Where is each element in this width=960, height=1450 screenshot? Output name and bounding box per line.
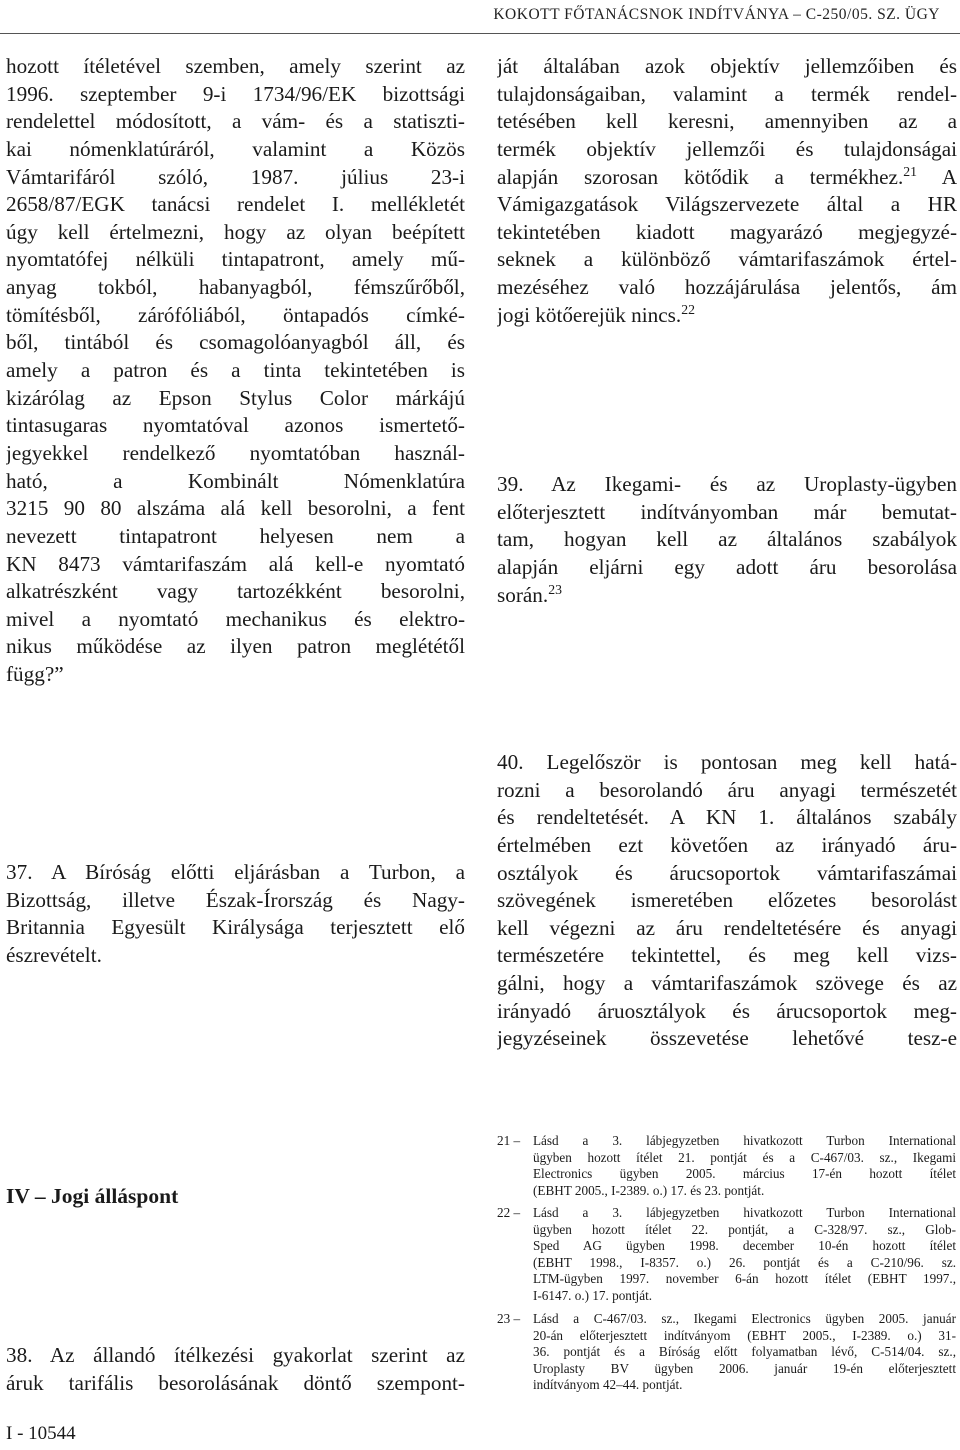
header-divider	[0, 33, 960, 34]
footnote-line: ügyben hozott ítélet 21. pontját és a C-467/03. sz., Ikegami	[533, 1149, 956, 1165]
text-line: Britannia Egyesült Királysága terjesztett elő	[6, 915, 465, 940]
footnote-line: ügyben hozott ítélet 22. pontját, a C-328/97. sz., Glob-	[533, 1221, 956, 1237]
text-line: nyomtatófej nélküli tintapatront, amely mű-	[6, 247, 465, 272]
text-line: 40. Legelőször is pontosan meg kell hatá-	[497, 750, 957, 774]
text-line: észrevételt.	[6, 942, 102, 967]
text-line: Vámtarifáról szóló, 1987. július 23-i	[6, 164, 465, 189]
text-line: anyag tokból, habanyagból, fémszűrőből,	[6, 275, 465, 300]
text-line: ható, a Kombinált Nómenklatúra	[6, 468, 465, 493]
text-line: 3215 90 80 alszáma alá kell besorolni, a fent	[6, 496, 465, 521]
footnote-line: Electronics ügyben 2005. március 17-én hozott ítélet	[533, 1166, 956, 1182]
text-line: 39. Az Ikegami- és az Uroplasty-ügyben	[497, 472, 957, 496]
footnote-22	[497, 1205, 956, 1307]
text-line: rendelettel módosított, a vám- és a statiszti-	[6, 109, 465, 134]
text-line: tulajdonságaiban, valamint a termék rendel-	[497, 81, 957, 106]
text-line: értelmében ezt követően az irányadó áru-	[497, 832, 957, 857]
text-line: során.$^{23}$	[497, 581, 562, 607]
paragraph-39	[497, 471, 957, 609]
text-line: jegyzéseinek összevetése lehetővé tesz-e	[497, 1026, 957, 1051]
footnote-line: (EBHT 2005., I-2389. o.) 17. és 23. pontját.	[533, 1182, 765, 1198]
text-line: kizárólag az Epson Stylus Color márkájú	[6, 385, 465, 410]
text-line: és rendeltetését. A KN 1. általános szabály	[497, 805, 957, 830]
text-line: kell végezni az áru rendeltetésére és anyagi	[497, 915, 957, 940]
text-line: 37. A Bíróság előtti eljárásban a Turbon, a	[6, 860, 465, 884]
footnote-line: indítványom 42–44. pontját.	[533, 1377, 683, 1393]
paragraph-38	[6, 1342, 465, 1397]
text-line: irányadó áruosztályok és árucsoportok meg-	[497, 998, 957, 1023]
text-line: tetésében kell keresni, amennyiben az a	[497, 109, 957, 134]
footnote-21	[497, 1133, 956, 1201]
footnote-ref-23[interactable]: 23	[548, 581, 562, 597]
text-line: alapján szorosan kötődik a termékhez.$^{21}$ A	[497, 163, 957, 189]
text-line: úgy kell értelmezni, hogy az olyan beépített	[6, 219, 465, 244]
text-line: nikus működése az ilyen patron meglététől	[6, 634, 465, 659]
footnote-line: LTM-ügyben 1997. november 6-án hozott ítélet (EBHT 1997.,	[533, 1271, 956, 1287]
footnote-number: 22 –	[497, 1205, 521, 1220]
text-line: előterjesztett indítványomban már bemutat-	[497, 499, 957, 524]
text-line: tam, hogyan kell az általános szabályok	[497, 527, 957, 552]
text-line: mezéséhez való hozzájárulása jelentős, ám	[497, 275, 957, 300]
text-line: KN 8473 vámtarifaszám alá kell-e nyomtató	[6, 551, 465, 576]
footnote-23	[497, 1311, 956, 1396]
footnote-line: Lásd a 3. lábjegyzetben hivatkozott Turbon International	[533, 1133, 956, 1148]
footnote-line: Lásd a C-467/03. sz., Ikegami Electronics ügyben 2005. január	[533, 1311, 956, 1326]
text-line: tömítésből, zárófóliából, öntapadós címké-	[6, 302, 465, 327]
text-line: hozott ítéletével szemben, amely szerint az	[6, 54, 465, 78]
running-header: KOKOTT FŐTANÁCSNOK INDÍTVÁNYA – C-250/05. SZ. ÜGY	[493, 6, 940, 23]
footnote-line: 20-án előterjesztett indítványom (EBHT 2005., I-2389. o.) 31-	[533, 1327, 956, 1343]
paragraph-37	[6, 859, 465, 970]
footnote-ref-21[interactable]: 21	[903, 163, 918, 179]
footnote-line: 36. pontját és a Bíróság előtt folyamatban lévő, C-514/04. sz.,	[533, 1344, 956, 1360]
right-paragraph-continuation	[497, 53, 957, 329]
text-line: 2658/87/EGK tanácsi rendelet I. mellékletét	[6, 192, 465, 217]
text-line: termék objektív jellemzői és tulajdonságai	[497, 136, 957, 161]
footnote-line: (EBHT 1998., I-8357. o.) 26. pontját és a C-210/96. sz.	[533, 1254, 956, 1270]
text-line: gálni, hogy a vámtarifaszámok szövege és az	[497, 971, 957, 996]
text-line: mivel a nyomtató mechanikus és elektro-	[6, 606, 465, 631]
footnote-line: Sped AG ügyben 1998. december 10-én hozott ítélet	[533, 1238, 956, 1254]
text-line: rozni a besorolandó áru anyagi természetét	[497, 777, 957, 802]
page-number: I - 10544	[6, 1423, 76, 1444]
text-line: Bizottság, illetve Észak-Írország és Nagy-	[6, 887, 465, 912]
text-line: 1996. szeptember 9-i 1734/96/EK bizottsági	[6, 81, 465, 106]
text-line: tekintetében kiadott magyarázó megjegyzé-	[497, 219, 957, 244]
footnote-number: 21 –	[497, 1133, 521, 1148]
text-line: ből, tintából és csomagolóanyagból áll, és	[6, 330, 465, 355]
footnote-line: Uroplasty BV ügyben 2006. január 19-én előterjesztett	[533, 1360, 956, 1376]
text-line: függ?”	[6, 662, 64, 687]
text-line: ját általában azok objektív jellemzőiben és	[497, 54, 957, 78]
text-line: jogi kötőerejük nincs.$^{22}$	[497, 301, 695, 327]
footnote-line: I-6147. o.) 17. pontját.	[533, 1287, 653, 1303]
text-line: seknek a különböző vámtarifaszámok értel-	[497, 247, 957, 272]
text-line: alkatrészként vagy tartozékként besorolni,	[6, 579, 465, 604]
text-line: áruk tarifális besorolásának döntő szempont-	[6, 1370, 465, 1395]
text-line: Vámigazgatások Világszervezete által a HR	[497, 192, 957, 217]
footnote-line: Lásd a 3. lábjegyzetben hivatkozott Turbon International	[533, 1205, 956, 1220]
text-line: tintasugaras nyomtatóval azonos ismertető-	[6, 413, 465, 438]
text-line: kai nómenklatúráról, valamint a Közös	[6, 136, 465, 161]
paragraph-40	[497, 749, 957, 1053]
text-line: osztályok és árucsoportok vámtarifaszámai	[497, 860, 957, 885]
text-line: 38. Az állandó ítélkezési gyakorlat szerint az	[6, 1343, 465, 1367]
text-line: jegyekkel rendelkező nyomtatóban használ-	[6, 440, 465, 465]
footnote-ref-22[interactable]: 22	[681, 301, 695, 317]
text-line: alapján eljárni egy adott áru besorolása	[497, 554, 957, 579]
left-paragraph-question	[6, 53, 465, 689]
text-line: természetére tekintettel, és meg kell vizs-	[497, 943, 957, 968]
text-line: nevezett tintapatront helyesen nem a	[6, 523, 465, 548]
footnote-number: 23 –	[497, 1311, 521, 1326]
section-heading: IV – Jogi álláspont	[6, 1184, 179, 1208]
text-line: szövegének ismeretében előzetes besorolást	[497, 888, 957, 913]
text-line: amely a patron és a tinta tekintetében is	[6, 358, 465, 383]
